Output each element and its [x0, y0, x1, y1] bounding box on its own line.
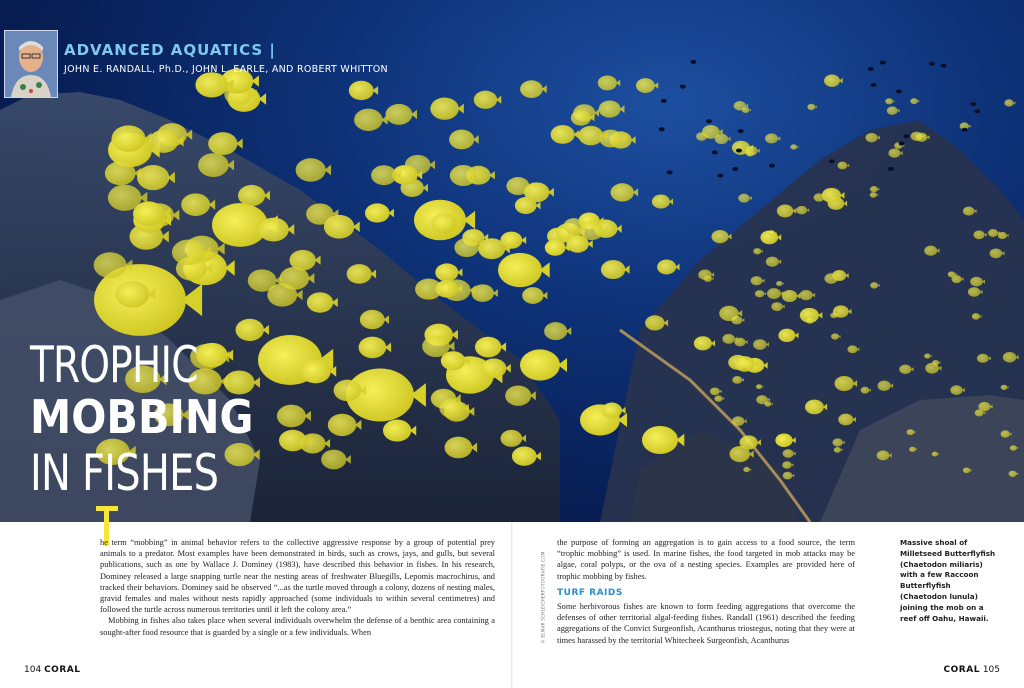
fish	[805, 400, 824, 415]
fish	[910, 98, 918, 104]
fish	[963, 467, 970, 473]
fish	[652, 195, 670, 209]
fish	[636, 78, 655, 93]
fish	[599, 130, 622, 148]
fish	[611, 183, 634, 201]
fish	[544, 322, 567, 340]
fish	[907, 429, 915, 435]
fish	[722, 334, 735, 344]
fish	[739, 435, 757, 449]
fish	[877, 450, 890, 460]
fish	[775, 433, 792, 447]
distant-fish	[970, 102, 976, 106]
fish	[714, 395, 722, 401]
fish	[195, 72, 227, 97]
fish	[137, 165, 169, 190]
fish	[870, 186, 878, 192]
distant-fish	[868, 67, 874, 71]
fish	[181, 193, 210, 216]
fish	[328, 414, 357, 436]
fish	[475, 337, 501, 358]
distant-fish	[712, 150, 718, 154]
fish	[449, 130, 474, 150]
fish	[766, 257, 779, 267]
fish	[279, 430, 307, 451]
fish	[746, 150, 754, 157]
fish	[870, 282, 878, 288]
distant-fish	[706, 119, 712, 123]
headline-line-1: TROPHIC	[30, 336, 198, 394]
fish	[837, 162, 847, 170]
distant-fish	[736, 149, 742, 153]
fish	[439, 398, 464, 418]
fish	[445, 437, 473, 459]
magazine-name: CORAL	[943, 665, 980, 675]
fish	[696, 132, 707, 141]
author-portrait	[4, 30, 58, 98]
fish	[887, 106, 898, 114]
fish	[742, 107, 750, 113]
fish	[524, 182, 549, 202]
distant-fish	[829, 159, 835, 163]
fish	[756, 384, 762, 389]
fish	[861, 387, 870, 394]
fish	[545, 240, 566, 256]
fish	[988, 229, 998, 237]
fish	[115, 281, 149, 307]
distant-fish	[903, 134, 909, 138]
distant-fish	[769, 164, 775, 168]
fish	[601, 260, 625, 279]
distant-fish	[661, 99, 667, 103]
magazine-name: CORAL	[44, 665, 81, 675]
fish	[878, 381, 891, 391]
fish	[1004, 99, 1013, 106]
fish	[831, 333, 839, 339]
fish	[777, 204, 794, 217]
fish	[885, 98, 893, 104]
fish	[865, 133, 877, 143]
fish	[814, 193, 825, 202]
fish	[520, 80, 543, 98]
fish	[783, 472, 793, 480]
fish	[743, 467, 750, 472]
fish	[430, 98, 459, 120]
fish	[172, 239, 205, 265]
fish	[505, 385, 531, 405]
fish	[753, 339, 767, 350]
fish	[522, 287, 543, 304]
fish	[698, 269, 711, 279]
paragraph: he term “mobbing” in animal behavior refers to the collective aggressive response by a group of potential prey animals to a predator. Most examples have been demonstrated in birds, such as crows, jays, and gulls, but several publications, such as one by Wallace J. Dominey (1983), have described this behavior in fishes. In his research, Dominey released a large snapping turtle near the nesting areas of freshwater Bluegills, Lepomis macrochirus, and tracked their behaviors. Dominey said he observed “...as the turtle moved through a colony, dozens of nesting males, gravid females and males without nests rapidly approached (some individuals to within several centimetres) and followed the turtle across numerous territories until it left the colony area.”	[100, 538, 495, 615]
distant-fish	[888, 167, 894, 171]
fish	[778, 329, 795, 342]
fish	[551, 125, 575, 144]
fish	[474, 91, 497, 109]
fish	[324, 215, 355, 239]
fish	[1001, 430, 1010, 437]
fish	[454, 238, 478, 257]
fish	[835, 376, 854, 391]
distant-fish	[929, 62, 935, 66]
fish	[751, 276, 763, 285]
fish	[715, 134, 728, 144]
fish	[599, 101, 621, 118]
fish	[598, 75, 617, 90]
fish	[972, 313, 980, 320]
fish	[498, 253, 542, 287]
headline-line-3: IN FISHES	[30, 444, 219, 502]
fish	[238, 185, 265, 206]
fish	[776, 281, 783, 286]
paragraph: Mobbing in fishes also takes place when several individuals overwhelm the defense of a benthic area containing a sought-after food resource that is guarded by a single or a few individuals. When	[100, 616, 495, 637]
fish	[932, 452, 938, 457]
fish	[300, 359, 331, 383]
fish	[970, 277, 983, 287]
fish	[978, 402, 990, 411]
fish	[973, 230, 984, 239]
fish	[277, 405, 306, 428]
distant-fish	[680, 85, 686, 89]
author-byline: JOHN E. RANDALL, Ph.D., JOHN L. EARLE, AND ROBERT WHITTON	[64, 64, 388, 75]
fish	[732, 376, 742, 384]
photo-caption: Massive shoal of Milletseed Butterflyfish (Chaetodon miliaris) with a few Raccoon Butterflyfish (Chaetodon lunula) joining the mob on a reef off Oahu, Hawaii.	[900, 538, 996, 623]
distant-fish	[974, 109, 980, 113]
folio-right	[944, 665, 1000, 675]
fish	[296, 158, 326, 182]
fish	[899, 365, 911, 374]
distant-fish	[659, 127, 665, 131]
distant-fish	[732, 167, 738, 171]
paragraph: Some herbivorous fishes are known to form feeding aggregations that overcome the defenses of other territorial algal-feeding fishes. Randall (1961) described the feeding aggregations of the Convict Surgeonfish, Acanthurus triostegus, noting that they were at times harassed by the territorial Whitecheek Surgeonfish, Acanthurus	[557, 602, 855, 645]
fish	[870, 192, 877, 198]
fish	[349, 81, 374, 100]
fish	[236, 319, 264, 341]
fish	[916, 133, 928, 142]
fish	[267, 283, 297, 306]
fish	[968, 287, 980, 297]
fish	[924, 354, 930, 359]
fish	[806, 317, 815, 324]
fish	[694, 336, 712, 350]
fish	[435, 263, 458, 281]
fish	[824, 75, 840, 87]
fish	[360, 310, 385, 329]
fish	[347, 264, 372, 284]
distant-fish	[941, 64, 947, 68]
fish	[771, 302, 782, 311]
fish	[711, 230, 728, 243]
paragraph: the purpose of forming an aggregation is to gain access to a food source, the term “trophic mobbing” is used. In marine fishes, the food targeted in mob attacks may be algae, coral polyps, or the ova of a nesting species. Examples are provided here of trophic mobbing by fishes.	[557, 538, 855, 581]
fish	[950, 385, 962, 395]
fish	[888, 148, 900, 157]
fish	[602, 403, 622, 419]
fish	[450, 165, 477, 186]
fish	[365, 203, 390, 222]
distant-fish	[717, 174, 723, 178]
distant-fish	[962, 128, 968, 132]
fish	[838, 414, 853, 426]
fish	[112, 125, 146, 152]
fish	[764, 401, 771, 407]
fish	[359, 337, 387, 359]
fish	[149, 130, 179, 153]
fish	[768, 230, 776, 236]
distant-fish	[899, 142, 905, 146]
fish	[579, 221, 603, 240]
fish	[386, 104, 413, 125]
distant-fish	[871, 83, 877, 87]
fish	[782, 461, 792, 468]
fish	[710, 388, 720, 396]
fish	[208, 132, 237, 155]
fish	[307, 292, 333, 313]
fish	[909, 447, 916, 452]
fish	[371, 165, 397, 185]
series-title: ADVANCED AQUATICS |	[64, 41, 276, 59]
fish	[481, 358, 506, 378]
subheading: TURF RAIDS	[557, 587, 623, 598]
fish	[321, 450, 346, 470]
fish	[198, 153, 229, 177]
fish	[824, 273, 838, 284]
fish	[832, 438, 842, 446]
fish	[924, 246, 937, 256]
fish	[1010, 445, 1017, 450]
fish	[790, 144, 797, 149]
text-column-2	[557, 537, 855, 646]
fish	[105, 161, 136, 185]
page-number: 105	[982, 665, 1000, 675]
fish	[738, 194, 750, 203]
distant-fish	[896, 89, 902, 93]
headline-line-2: MOBBING	[30, 390, 254, 444]
fish	[645, 315, 665, 330]
fish	[830, 312, 837, 318]
photo-credit: © ELMAR SCHLEICHERFOTOGRAFIE.COM	[540, 551, 546, 644]
fish	[731, 316, 742, 325]
distant-fish	[880, 61, 886, 65]
fish	[932, 360, 939, 366]
headline	[30, 336, 278, 502]
fish	[732, 416, 744, 426]
distant-fish	[738, 129, 744, 133]
distant-fish	[667, 170, 673, 174]
folio-left	[24, 665, 80, 675]
fish	[520, 349, 560, 380]
fish	[755, 290, 764, 297]
fish	[782, 290, 797, 302]
fish	[753, 248, 761, 254]
fish	[578, 126, 603, 145]
fish	[767, 288, 781, 299]
fish	[783, 449, 794, 458]
fish	[258, 218, 289, 242]
fish	[834, 447, 841, 453]
fish	[807, 104, 815, 110]
fish	[847, 345, 857, 353]
fish	[977, 354, 989, 363]
fish	[1001, 385, 1008, 390]
page-number: 104	[24, 665, 42, 675]
fish	[963, 207, 975, 216]
fish	[1009, 471, 1017, 477]
fish	[657, 260, 676, 275]
fish	[796, 206, 807, 215]
fish	[431, 213, 457, 233]
fish	[765, 133, 778, 143]
text-column-1	[100, 537, 495, 638]
fish	[383, 419, 411, 441]
fish	[512, 447, 537, 466]
fish	[289, 250, 315, 271]
fish	[108, 185, 142, 211]
fish	[1003, 352, 1016, 362]
fish	[334, 380, 362, 402]
fish	[422, 336, 449, 357]
fish	[990, 248, 1003, 258]
fish	[642, 426, 678, 454]
fish	[354, 109, 383, 131]
fish	[94, 252, 127, 278]
fish	[735, 356, 755, 372]
spine-gutter	[511, 522, 513, 688]
distant-fish	[690, 60, 696, 64]
fish	[822, 188, 841, 203]
fish	[800, 290, 813, 300]
fish	[948, 271, 956, 277]
fish	[571, 110, 591, 126]
fish	[500, 430, 522, 447]
fish	[435, 280, 458, 298]
